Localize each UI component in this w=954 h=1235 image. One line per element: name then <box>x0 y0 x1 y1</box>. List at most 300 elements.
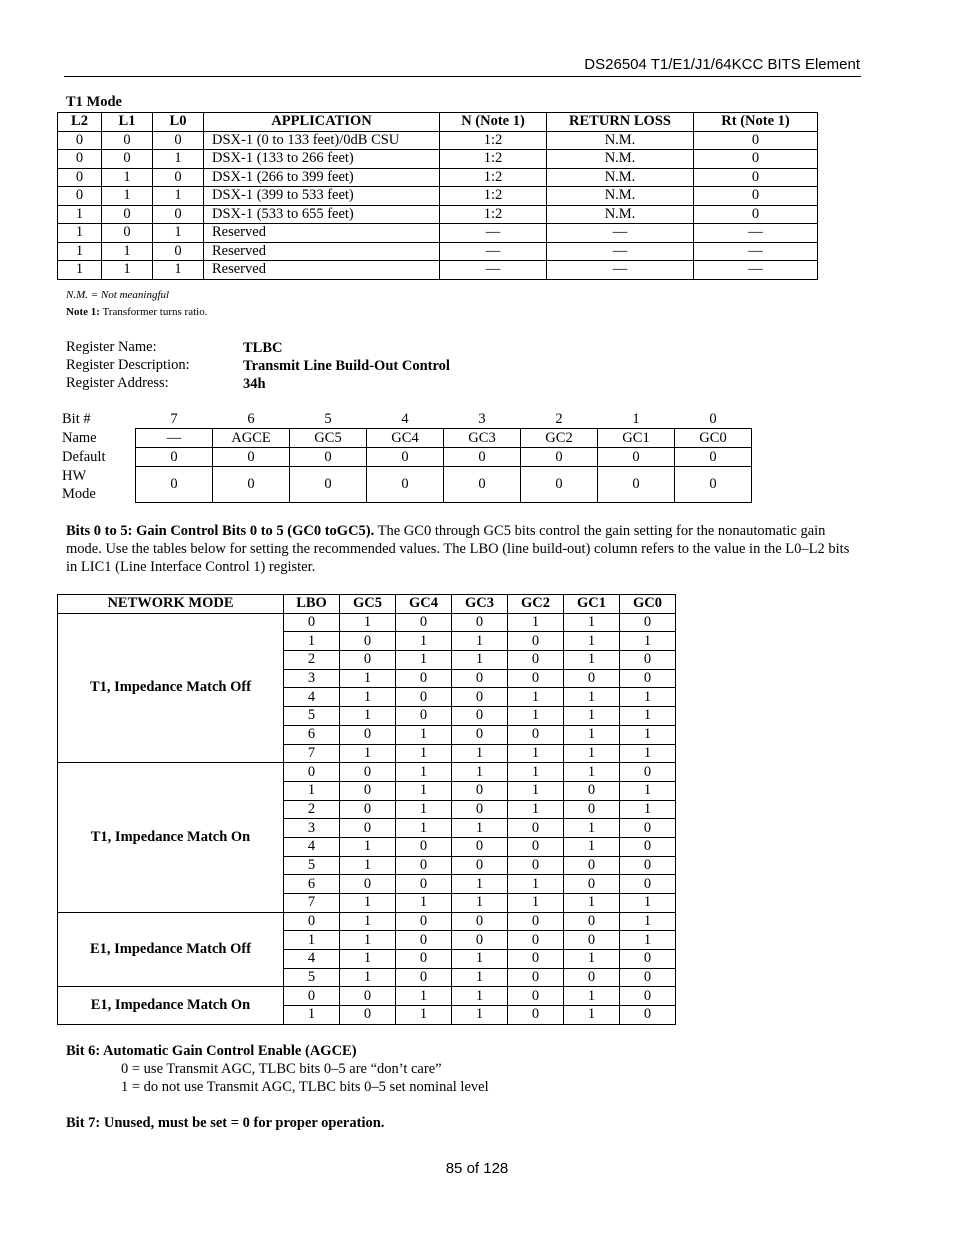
table-cell: 0 <box>508 912 564 931</box>
table-cell: 1 <box>396 1006 452 1025</box>
table-cell: N.M. <box>547 150 694 169</box>
table-cell: 1 <box>564 707 620 726</box>
table-cell: 0 <box>452 781 508 800</box>
table-row <box>58 912 676 931</box>
table-cell: 1 <box>102 187 153 206</box>
table-cell: 0 <box>452 837 508 856</box>
table-row <box>58 205 818 224</box>
bit-hw-mode-row <box>62 467 752 503</box>
table-cell: 1 <box>508 763 564 782</box>
table-cell: 0 <box>620 968 676 987</box>
column-header: GC5 <box>340 595 396 614</box>
table-cell: 0 <box>508 837 564 856</box>
table-cell: 0 <box>58 150 102 169</box>
table-cell: 2 <box>284 651 340 670</box>
table-cell: Reserved <box>204 224 440 243</box>
bit-number: 5 <box>324 410 332 427</box>
table-cell: 1 <box>396 781 452 800</box>
table-cell: 4 <box>284 837 340 856</box>
table-cell: 5 <box>284 707 340 726</box>
table-cell: 1 <box>396 894 452 913</box>
column-header: APPLICATION <box>204 113 440 132</box>
table-cell: 0 <box>508 725 564 744</box>
table-cell: — <box>547 224 694 243</box>
table-cell: 1:2 <box>440 187 547 206</box>
table-cell: 1 <box>564 987 620 1006</box>
table-row <box>58 987 676 1006</box>
bit-default-label: Default <box>62 448 106 465</box>
table-cell: 0 <box>620 837 676 856</box>
table-cell: 0 <box>396 837 452 856</box>
table-row <box>58 224 818 243</box>
table-cell: 0 <box>284 912 340 931</box>
gain-control-table <box>57 594 676 1025</box>
table-cell: 0 <box>58 168 102 187</box>
bit-6-option-0: 0 = use Transmit AGC, TLBC bits 0–5 are “don’t care” <box>121 1061 442 1077</box>
table-cell: 0 <box>508 632 564 651</box>
table-cell: 0 <box>564 856 620 875</box>
table-cell: 0 <box>340 651 396 670</box>
table-cell: 0 <box>564 781 620 800</box>
table-cell: 0 <box>396 950 452 969</box>
table-cell: 0 <box>153 168 204 187</box>
table-row <box>58 261 818 280</box>
table-cell: 1 <box>564 763 620 782</box>
table-cell: 0 <box>153 205 204 224</box>
gain-table-header-row <box>58 595 676 614</box>
table-cell: — <box>694 242 818 261</box>
table-cell: 1 <box>396 987 452 1006</box>
table-row <box>58 131 818 150</box>
column-header: L1 <box>102 113 153 132</box>
table-cell: 0 <box>508 931 564 950</box>
table-cell: 0 <box>694 150 818 169</box>
table-cell: 0 <box>508 1006 564 1025</box>
table-cell: 1 <box>153 261 204 280</box>
table-cell: 0 <box>340 1006 396 1025</box>
table-cell: 1 <box>452 632 508 651</box>
table-cell: 1 <box>340 894 396 913</box>
bit-default: 0 <box>136 448 213 467</box>
table-cell: 1 <box>564 651 620 670</box>
column-header: L0 <box>153 113 204 132</box>
table-cell: 0 <box>102 205 153 224</box>
table-cell: 1 <box>340 744 396 763</box>
table-cell: 1 <box>153 150 204 169</box>
table-cell: 1 <box>452 950 508 969</box>
table-cell: 0 <box>340 819 396 838</box>
table-cell: 5 <box>284 856 340 875</box>
bit-default: 0 <box>367 448 444 467</box>
table-cell: 1 <box>340 912 396 931</box>
table-cell: 0 <box>620 875 676 894</box>
table-cell: 7 <box>284 744 340 763</box>
table-cell: 0 <box>620 613 676 632</box>
table-cell: 0 <box>564 931 620 950</box>
table-cell: 0 <box>620 763 676 782</box>
table-cell: 0 <box>396 707 452 726</box>
table-cell: 0 <box>340 987 396 1006</box>
table-cell: — <box>440 261 547 280</box>
network-mode-cell: E1, Impedance Match Off <box>58 912 284 987</box>
nm-note: N.M. = Not meaningful <box>66 289 170 301</box>
table-cell: 1 <box>508 744 564 763</box>
table-cell: 1 <box>102 261 153 280</box>
bit-number: 3 <box>478 410 486 427</box>
table-cell: 1 <box>620 800 676 819</box>
table-cell: 1 <box>340 968 396 987</box>
table-cell: 5 <box>284 968 340 987</box>
bit-hw-value: 0 <box>521 467 598 503</box>
table-cell: 0 <box>340 875 396 894</box>
table-cell: 0 <box>694 168 818 187</box>
table-cell: 1 <box>564 632 620 651</box>
table-cell: 1 <box>620 688 676 707</box>
bit-name-label: Name <box>62 429 97 446</box>
bit-name: — <box>136 429 213 448</box>
table-cell: 0 <box>620 1006 676 1025</box>
table-cell: 0 <box>564 669 620 688</box>
table-cell: 0 <box>508 669 564 688</box>
table-cell: — <box>440 242 547 261</box>
bit-hw-value: 0 <box>290 467 367 503</box>
table-cell: 1 <box>620 912 676 931</box>
bit-hw-mode-label <box>62 467 136 503</box>
table-cell: 1 <box>452 894 508 913</box>
table-cell: 0 <box>620 651 676 670</box>
bit-default: 0 <box>213 448 290 467</box>
table-cell: 1 <box>340 707 396 726</box>
table-cell: 1:2 <box>440 150 547 169</box>
bit-hw-value: 0 <box>136 467 213 503</box>
bits-0-5-description <box>66 522 861 576</box>
table-cell: 1 <box>564 613 620 632</box>
table-cell: 1:2 <box>440 205 547 224</box>
bit-hw-value: 0 <box>598 467 675 503</box>
table-row <box>58 242 818 261</box>
table-cell: 0 <box>396 931 452 950</box>
table-cell: 1 <box>508 613 564 632</box>
table-row <box>58 168 818 187</box>
table-cell: 0 <box>396 669 452 688</box>
table-cell: 1 <box>452 1006 508 1025</box>
table-cell: 0 <box>58 131 102 150</box>
bit-name: GC5 <box>290 429 367 448</box>
column-header: GC0 <box>620 595 676 614</box>
page-number: 85 of 128 <box>445 1160 509 1177</box>
table-cell: 1 <box>452 819 508 838</box>
bit-name: GC2 <box>521 429 598 448</box>
bit-default-row <box>62 448 752 467</box>
table-cell: 1 <box>153 187 204 206</box>
table-cell: 1 <box>102 242 153 261</box>
table-cell: 0 <box>396 688 452 707</box>
bit-name: GC3 <box>444 429 521 448</box>
network-mode-cell: T1, Impedance Match On <box>58 763 284 913</box>
table-cell: 1 <box>396 763 452 782</box>
table-cell: 0 <box>396 912 452 931</box>
column-header: GC3 <box>452 595 508 614</box>
table-cell: Reserved <box>204 242 440 261</box>
table-cell: DSX-1 (133 to 266 feet) <box>204 150 440 169</box>
bit-name-row <box>62 429 752 448</box>
table-cell: 1 <box>620 725 676 744</box>
bit-hw-value: 0 <box>213 467 290 503</box>
table-cell: 0 <box>452 931 508 950</box>
table-cell: 1 <box>508 707 564 726</box>
table-cell: 1 <box>58 205 102 224</box>
table-cell: 1 <box>620 894 676 913</box>
gain-table-body <box>58 613 676 1024</box>
table-cell: 0 <box>508 968 564 987</box>
table-cell: 7 <box>284 894 340 913</box>
table-cell: 0 <box>694 187 818 206</box>
table-cell: 0 <box>508 819 564 838</box>
table-cell: 0 <box>340 725 396 744</box>
bit-number: 0 <box>709 410 717 427</box>
table-cell: 0 <box>508 651 564 670</box>
table-cell: 0 <box>340 763 396 782</box>
table-cell: 0 <box>452 669 508 688</box>
bit-6-heading: Bit 6: Automatic Gain Control Enable (AGCE) <box>66 1043 357 1059</box>
table-cell: 0 <box>284 613 340 632</box>
bit-number-row <box>62 410 752 429</box>
table-cell: 1 <box>58 261 102 280</box>
t1-mode-table <box>57 112 818 280</box>
table-cell: 0 <box>452 856 508 875</box>
table-cell: 1 <box>452 875 508 894</box>
table-cell: 1 <box>620 744 676 763</box>
bit-default: 0 <box>521 448 598 467</box>
bit-6-option-1: 1 = do not use Transmit AGC, TLBC bits 0–5 set nominal level <box>121 1079 489 1095</box>
table-cell: N.M. <box>547 168 694 187</box>
table-cell: 1 <box>396 819 452 838</box>
bit-name: GC0 <box>675 429 752 448</box>
bit-number: 1 <box>632 410 640 427</box>
table-cell: 3 <box>284 819 340 838</box>
table-cell: 0 <box>58 187 102 206</box>
table-cell: 1 <box>508 800 564 819</box>
table-cell: 0 <box>284 987 340 1006</box>
column-header: L2 <box>58 113 102 132</box>
table-cell: 1 <box>340 837 396 856</box>
table-cell: 1 <box>102 168 153 187</box>
register-description-label: Register Description: <box>66 357 190 373</box>
table-cell: 1 <box>58 224 102 243</box>
t1-mode-header-row <box>58 113 818 132</box>
table-cell: 0 <box>508 856 564 875</box>
table-cell: 1 <box>620 632 676 651</box>
t1-mode-body <box>58 131 818 279</box>
table-cell: 0 <box>564 968 620 987</box>
table-row <box>58 613 676 632</box>
table-cell: 1 <box>508 875 564 894</box>
table-cell: 1 <box>340 931 396 950</box>
bit-default: 0 <box>444 448 521 467</box>
column-header: GC2 <box>508 595 564 614</box>
table-cell: 0 <box>452 912 508 931</box>
document-header: DS26504 T1/E1/J1/64KCC BITS Element <box>584 56 860 73</box>
bit-number: 2 <box>555 410 563 427</box>
table-cell: 1 <box>284 632 340 651</box>
table-cell: N.M. <box>547 187 694 206</box>
table-cell: — <box>547 242 694 261</box>
register-bit-map <box>62 410 752 503</box>
network-mode-cell: E1, Impedance Match On <box>58 987 284 1024</box>
column-header: N (Note 1) <box>440 113 547 132</box>
table-cell: N.M. <box>547 131 694 150</box>
table-cell: 0 <box>153 242 204 261</box>
table-cell: 1 <box>396 725 452 744</box>
header-rule <box>64 76 861 77</box>
table-cell: 0 <box>102 131 153 150</box>
table-cell: 0 <box>620 987 676 1006</box>
table-cell: 0 <box>153 131 204 150</box>
table-cell: 1 <box>340 669 396 688</box>
table-cell: 1 <box>452 763 508 782</box>
table-cell: 0 <box>620 856 676 875</box>
table-cell: 0 <box>508 987 564 1006</box>
table-cell: 1 <box>564 837 620 856</box>
table-cell: 1 <box>564 725 620 744</box>
table-cell: 0 <box>284 763 340 782</box>
table-cell: 0 <box>396 856 452 875</box>
table-cell: 1 <box>284 1006 340 1025</box>
network-mode-cell: T1, Impedance Match Off <box>58 613 284 763</box>
table-cell: DSX-1 (0 to 133 feet)/0dB CSU <box>204 131 440 150</box>
note-1-text: Transformer turns ratio. <box>99 306 208 318</box>
table-cell: 1 <box>452 968 508 987</box>
bit-number: 4 <box>401 410 409 427</box>
column-header: NETWORK MODE <box>58 595 284 614</box>
table-cell: 1 <box>396 800 452 819</box>
column-header: GC4 <box>396 595 452 614</box>
table-cell: 1:2 <box>440 131 547 150</box>
table-cell: 1 <box>564 1006 620 1025</box>
bit-number-label: Bit # <box>62 410 91 427</box>
bit-default: 0 <box>675 448 752 467</box>
table-cell: 6 <box>284 725 340 744</box>
table-cell: DSX-1 (399 to 533 feet) <box>204 187 440 206</box>
table-cell: 1 <box>58 242 102 261</box>
bit-hw-value: 0 <box>367 467 444 503</box>
table-row <box>58 763 676 782</box>
bit-name: GC1 <box>598 429 675 448</box>
column-header: LBO <box>284 595 340 614</box>
table-cell: 4 <box>284 950 340 969</box>
hw-label-line-2: Mode <box>62 485 96 502</box>
table-cell: 0 <box>340 632 396 651</box>
hw-label-line-1: HW <box>62 467 87 484</box>
table-cell: 1 <box>564 894 620 913</box>
table-cell: 1 <box>452 744 508 763</box>
table-cell: 1 <box>508 688 564 707</box>
table-cell: 0 <box>508 950 564 969</box>
table-cell: DSX-1 (266 to 399 feet) <box>204 168 440 187</box>
bit-default: 0 <box>290 448 367 467</box>
table-cell: 0 <box>620 950 676 969</box>
table-row <box>58 150 818 169</box>
table-cell: 0 <box>564 800 620 819</box>
table-cell: 1 <box>396 632 452 651</box>
bit-number: 7 <box>170 410 178 427</box>
table-cell: 0 <box>694 205 818 224</box>
table-cell: 1:2 <box>440 168 547 187</box>
bit-hw-value: 0 <box>675 467 752 503</box>
table-cell: 0 <box>396 875 452 894</box>
column-header: RETURN LOSS <box>547 113 694 132</box>
table-cell: N.M. <box>547 205 694 224</box>
table-cell: 1 <box>620 707 676 726</box>
table-cell: 1 <box>620 781 676 800</box>
bit-name: AGCE <box>213 429 290 448</box>
bit-default: 0 <box>598 448 675 467</box>
register-address-value: 34h <box>243 376 266 392</box>
table-cell: Reserved <box>204 261 440 280</box>
register-name-label: Register Name: <box>66 339 157 355</box>
table-cell: 2 <box>284 800 340 819</box>
table-cell: 0 <box>102 224 153 243</box>
table-cell: 0 <box>340 781 396 800</box>
bit-hw-value: 0 <box>444 467 521 503</box>
table-cell: 1 <box>452 651 508 670</box>
table-cell: 6 <box>284 875 340 894</box>
table-cell: 1 <box>564 819 620 838</box>
table-cell: 4 <box>284 688 340 707</box>
table-cell: 1 <box>153 224 204 243</box>
table-cell: — <box>547 261 694 280</box>
t1-mode-caption: T1 Mode <box>66 94 122 110</box>
table-cell: — <box>440 224 547 243</box>
table-cell: 1 <box>340 950 396 969</box>
table-cell: — <box>694 261 818 280</box>
table-cell: 1 <box>284 781 340 800</box>
register-description-value: Transmit Line Build-Out Control <box>243 358 450 374</box>
table-cell: 0 <box>620 669 676 688</box>
bit-number: 6 <box>247 410 255 427</box>
table-cell: 1 <box>564 744 620 763</box>
table-cell: 0 <box>452 613 508 632</box>
bits-0-5-text: The GC0 through GC5 bits control the gain setting for the nonautomatic gain mode. Use the tables below for setting the recommended values. The LBO (line build-out) column refers to the value in the L0–L2 bits in LIC1 (Line Interface Control 1) register. <box>66 523 850 575</box>
table-cell: 0 <box>564 875 620 894</box>
table-cell: 0 <box>452 688 508 707</box>
table-cell: — <box>694 224 818 243</box>
table-cell: 0 <box>452 707 508 726</box>
table-cell: 0 <box>452 800 508 819</box>
bits-0-5-heading: Bits 0 to 5: Gain Control Bits 0 to 5 (GC0 toGC5). <box>66 523 375 539</box>
register-address-label: Register Address: <box>66 375 169 391</box>
note-1-label: Note 1: <box>66 306 100 318</box>
table-cell: 1 <box>620 931 676 950</box>
register-name-value: TLBC <box>243 340 283 356</box>
table-cell: 0 <box>620 819 676 838</box>
table-cell: 1 <box>452 987 508 1006</box>
column-header: GC1 <box>564 595 620 614</box>
column-header: Rt (Note 1) <box>694 113 818 132</box>
table-row <box>58 187 818 206</box>
table-cell: 1 <box>508 781 564 800</box>
table-cell: 0 <box>340 800 396 819</box>
bit-7-heading: Bit 7: Unused, must be set = 0 for proper operation. <box>66 1115 385 1131</box>
table-cell: 1 <box>340 688 396 707</box>
table-cell: DSX-1 (533 to 655 feet) <box>204 205 440 224</box>
table-cell: 1 <box>508 894 564 913</box>
table-cell: 1 <box>564 688 620 707</box>
table-cell: 0 <box>396 613 452 632</box>
table-cell: 0 <box>694 131 818 150</box>
table-cell: 1 <box>396 651 452 670</box>
table-cell: 1 <box>564 950 620 969</box>
